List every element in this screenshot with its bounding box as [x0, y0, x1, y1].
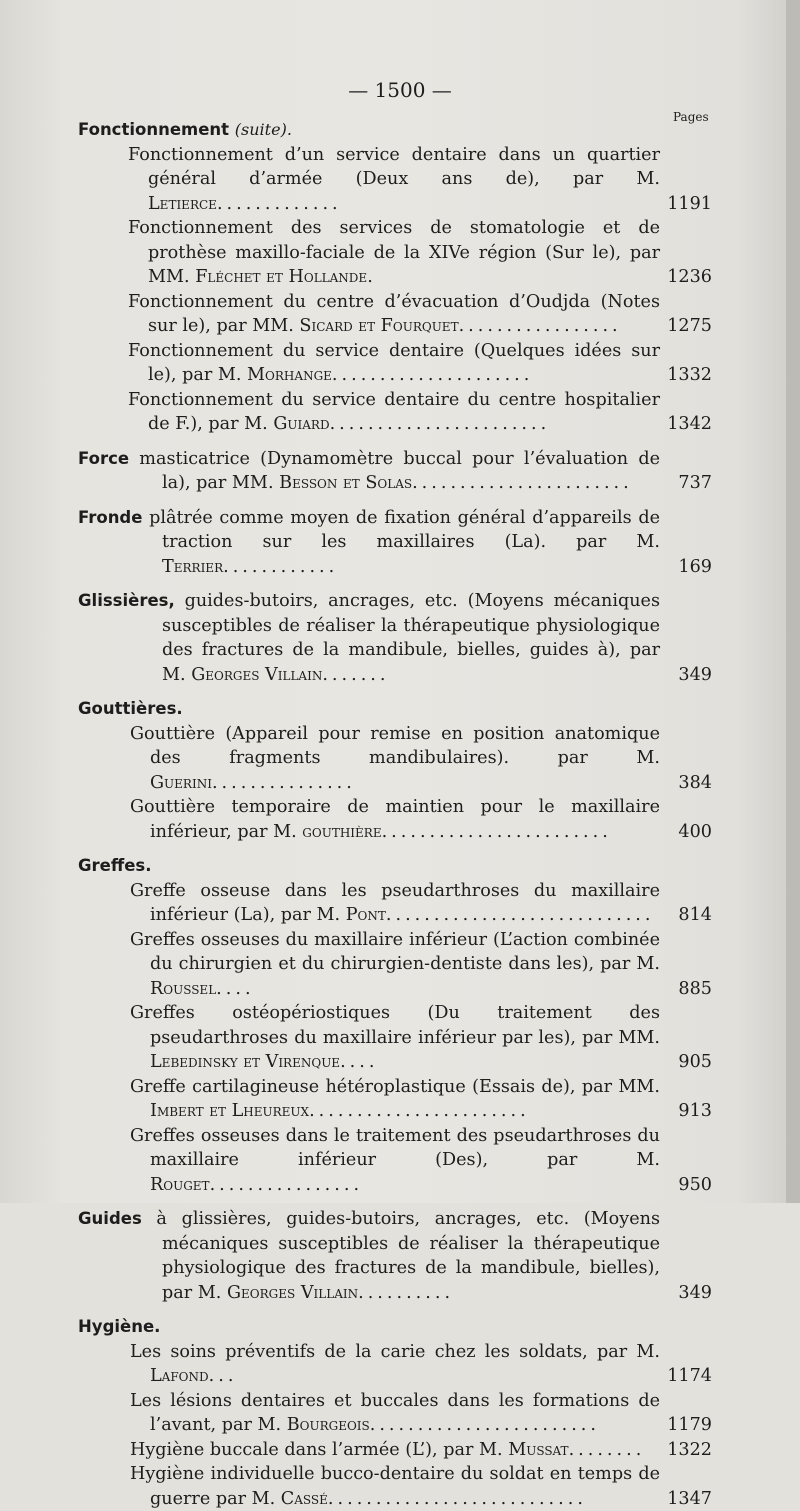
entry-keyword: Glissières, — [78, 591, 175, 610]
entry-page: 1347 — [664, 1487, 712, 1511]
entry-author: Mussat — [508, 1440, 568, 1460]
index-entry: Fonctionnement d’un service dentaire dans un quartier général d’armée (Deux ans de), par M. Letierce............. 1191 — [78, 143, 712, 217]
section-heading: Greffes. — [78, 854, 712, 879]
index-entry: Glissières, guides-butoirs, ancrages, etc. (Moyens mécaniques susceptibles de réaliser la thérapeutique physiologique des fractures de la mandibule, bielles, guides à), par M. Georges Villain....... 349 — [78, 589, 712, 687]
index-content — [78, 118, 712, 1511]
entry-author: Pont — [346, 905, 386, 925]
entry-page: 737 — [664, 471, 712, 496]
pages-column-label: Pages — [673, 110, 709, 124]
entry-author: Imbert et Lheureux — [150, 1101, 309, 1121]
entry-page: 1322 — [664, 1438, 712, 1463]
index-entry: Hygiène buccale dans l’armée (L’), par M. Mussat........ 1322 — [78, 1438, 712, 1463]
entry-author: gouthière — [302, 822, 381, 842]
entry-page: 950 — [664, 1173, 712, 1198]
entry-page: 400 — [664, 820, 712, 845]
index-entry: Fonctionnement du centre d’évacuation d’Oudjda (Notes sur le), par MM. Sicard et Fourquet................. 1275 — [78, 290, 712, 339]
index-section — [78, 1315, 712, 1511]
entry-author: Guerini — [150, 773, 212, 793]
index-entry: Fonctionnement du service dentaire (Quelques idées sur le), par M. Morhange..................... 1332 — [78, 339, 712, 388]
entry-author: Sicard et Fourquet — [299, 316, 458, 336]
section-heading: Fonctionnement (suite). — [78, 118, 712, 143]
entry-page: 913 — [664, 1099, 712, 1124]
index-section — [78, 506, 712, 580]
entry-author: Terrier — [162, 557, 223, 577]
entry-page: 1191 — [664, 192, 712, 217]
index-entry: Greffes osseuses dans le traitement des pseudarthroses du maxillaire inférieur (Des), par M. Rouget................ 950 — [78, 1124, 712, 1198]
entry-page: 349 — [664, 1281, 712, 1306]
entry-author: Bourgeois — [287, 1415, 370, 1435]
entry-page: 1179 — [664, 1413, 712, 1438]
section-heading: Gouttières. — [78, 697, 712, 722]
index-entry: Guides à glissières, guides-butoirs, ancrages, etc. (Moyens mécaniques susceptibles de réaliser la thérapeutique physiologique des fractures de la mandibule, bielles), par M. Georges Villain.......... 349 — [78, 1207, 712, 1305]
index-entry: Les lésions dentaires et buccales dans les formations de l’avant, par M. Bourgeois........................ 1179 — [78, 1389, 712, 1438]
entry-page: 814 — [664, 903, 712, 928]
index-entry: Greffe cartilagineuse hétéroplastique (Essais de), par MM. Imbert et Lheureux....................... 913 — [78, 1075, 712, 1124]
entry-page: 1342 — [664, 412, 712, 437]
entry-author: Letierce — [148, 194, 217, 214]
entry-author: Cassé — [281, 1489, 328, 1509]
entry-keyword: Guides — [78, 1209, 142, 1228]
entry-author: Fléchet et Hollande — [195, 267, 367, 287]
index-entry: Greffes ostéopériostiques (Du traitement des pseudarthroses du maxillaire inférieur par les), par MM. Lebedinsky et Virenque.... 905 — [78, 1001, 712, 1075]
index-entry: Les soins préventifs de la carie chez les soldats, par M. Lafond... 1174 — [78, 1340, 712, 1389]
entry-page: 349 — [664, 663, 712, 688]
entry-author: Lebedinsky et Virenque — [150, 1052, 340, 1072]
index-entry: Greffes osseuses du maxillaire inférieur (L’action combinée du chirurgien et du chirurgien-dentiste dans les), par M. Roussel.... 885 — [78, 928, 712, 1002]
index-entry: Fronde plâtrée comme moyen de fixation général d’appareils de traction sur les maxillaires (La). par M. Terrier............ 169 — [78, 506, 712, 580]
entry-page: 384 — [664, 771, 712, 796]
entry-page: 905 — [664, 1050, 712, 1075]
entry-author: Georges Villain — [191, 665, 322, 685]
index-section — [78, 697, 712, 844]
page-number: — 1500 — — [0, 78, 800, 102]
index-entry: Fonctionnement du service dentaire du centre hospitalier de F.), par M. Guiard....................... 1342 — [78, 388, 712, 437]
entry-author: Morhange — [247, 365, 332, 385]
entry-author: Roussel — [150, 979, 216, 999]
index-section — [78, 447, 712, 496]
index-entry: Force masticatrice (Dynamomètre buccal pour l’évaluation de la), par MM. Besson et Solas....................... 737 — [78, 447, 712, 496]
entry-author: Lafond — [150, 1366, 209, 1386]
page-edge — [786, 0, 800, 1203]
entry-page: 1174 — [664, 1364, 712, 1389]
index-section — [78, 854, 712, 1197]
entry-page: 1332 — [664, 363, 712, 388]
entry-author: Besson et Solas — [279, 473, 412, 493]
entry-author: Rouget — [150, 1175, 210, 1195]
entry-author: Georges Villain — [227, 1283, 358, 1303]
index-entry: Fonctionnement des services de stomatologie et de prothèse maxillo-faciale de la XIVe région (Sur le), par MM. Fléchet et Hollande. 1236 — [78, 216, 712, 290]
index-entry: Gouttière temporaire de maintien pour le maxillaire inférieur, par M. gouthière........................ 400 — [78, 795, 712, 844]
index-entry: Greffe osseuse dans les pseudarthroses du maxillaire inférieur (La), par M. Pont............................ 814 — [78, 879, 712, 928]
index-section — [78, 589, 712, 687]
index-entry: Gouttière (Appareil pour remise en position anatomique des fragments mandibulaires). par M. Guerini............... 384 — [78, 722, 712, 796]
index-section — [78, 118, 712, 437]
entry-page: 1275 — [664, 314, 712, 339]
entry-author: Guiard — [273, 414, 329, 434]
index-entry: Hygiène individuelle bucco-dentaire du soldat en temps de guerre par M. Cassé........................... 1347 — [78, 1462, 712, 1511]
entry-keyword: Fronde — [78, 508, 142, 527]
entry-page: 1236 — [664, 265, 712, 290]
entry-keyword: Force — [78, 449, 129, 468]
section-heading: Hygiène. — [78, 1315, 712, 1340]
index-section — [78, 1207, 712, 1305]
entry-page: 169 — [664, 555, 712, 580]
entry-page: 885 — [664, 977, 712, 1002]
